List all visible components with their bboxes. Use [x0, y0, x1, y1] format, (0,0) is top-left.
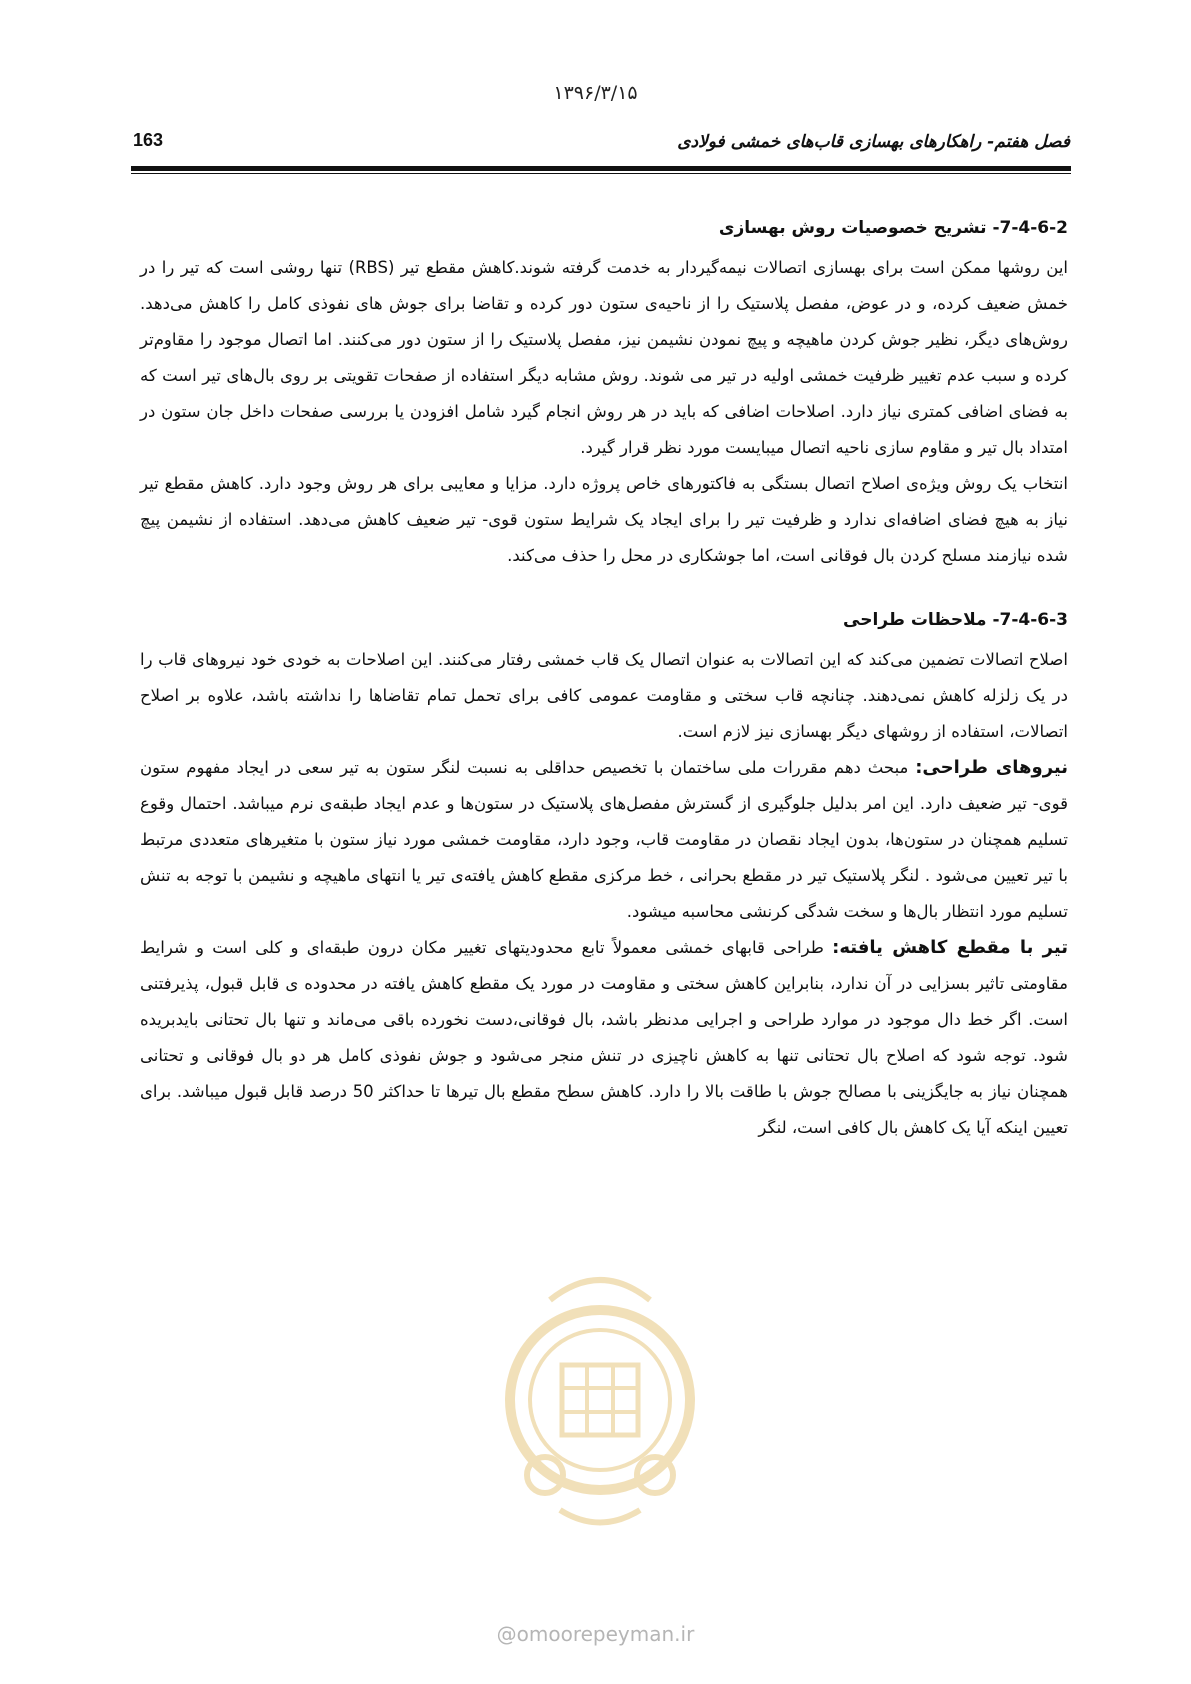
paragraph: این روشها ممکن است برای بهسازی اتصالات نیمه‌گیردار به خدمت گرفته شوند.کاهش مقطع تیر (RBS) تنها روشی است که تیر را در خمش ضعیف کرده، و در عوض، مفصل پلاستیک را از ناحیه‌ی ستون دور کرده و تقاضا برای جوش های نفوذی کامل را کاهش می‌دهد. روش‌های دیگر، نظیر جوش کردن ماهیچه و پیچ نمودن نشیمن نیز، مفصل پلاستیک را از ستون دور می‌کنند. اما اتصال موجود را مقاوم‌تر کرده و سبب عدم تغییر ظرفیت خمشی اولیه در تیر می شوند. روش مشابه دیگر استفاده از صفحات تقویتی بر روی بال‌های تیر است که به فضای اضافی کمتری نیاز دارد. اصلاحات اضافی که باید در هر روش انجام گیرد شامل افزودن یا بررسی صفحات داخل جان ستون در امتداد بال تیر و مقاوم سازی ناحیه اتصال میبایست مورد نظر قرار گیرد. — [140, 258, 1068, 457]
section-spacer — [140, 574, 1068, 602]
page-number: 163 — [133, 130, 164, 150]
watermark-site — [0, 1622, 1191, 1646]
reduced-beam-section-text: طراحی قابهای خمشی معمولاً تابع محدودیتهای تغییر مکان درون طبقه‌ای و کلی است و شرایط مقاومتی تاثیر بسزایی در آن ندارد، بنابراین کاهش سختی و مقاومت در مورد یک مقطع کاهش یافته در محدوده ی قابل قبول، پذیرفتنی است. اگر خط دال موجود در موارد طراحی و اجرایی مدنظر باشد، بال فوقانی،دست نخورده باقی می‌ماند و تنها بال تحتانی بایدبریده شود. توجه شود که اصلاح بال تحتانی تنها به کاهش ناچیزی در تنش منجر می‌شود و جوش نفوذی کامل هر دو بال فوقانی و تحتانی همچنان نیاز به جایگزینی با مصالح جوش با طاقت بالا را دارد. کاهش سطح مقطع بال تیرها تا حداکثر 50 درصد قابل قبول میباشد. برای تعیین اینکه آیا یک کاهش بال کافی است، لنگر — [140, 938, 1069, 1137]
paragraph-design-forces — [140, 750, 1068, 930]
term-reduced-beam-section: تیر با مقطع کاهش یافته: — [832, 937, 1068, 958]
header-rule-thin — [131, 173, 1071, 174]
page-header — [133, 130, 1070, 164]
page-body — [140, 210, 1068, 1146]
paragraph: انتخاب یک روش ویژه‌ی اصلاح اتصال بستگی به فاکتورهای خاص پروژه دارد. مزایا و معایبی برای هر روش وجود دارد. کاهش مقطع تیر نیاز به هیچ فضای اضافه‌ای ندارد و ظرفیت تیر را برای ایجاد یک شرایط ستون قوی- تیر ضعیف کاهش می‌دهد. استفاده از نشیمن پیچ شده نیازمند مسلح کردن بال فوقانی است، اما جوشکاری در محل را حذف می‌کند. — [140, 474, 1068, 565]
paragraph-reduced-beam-section — [140, 930, 1068, 1146]
page-date: ۱۳۹۶/۳/۱۵ — [553, 82, 638, 104]
watermark-site-text: omoorepeyman.ir — [516, 1622, 695, 1646]
section-heading-design-considerations: 7-4-6-3- ملاحظات طراحی — [843, 610, 1068, 630]
term-design-forces: نیروهای طراحی: — [915, 757, 1068, 778]
at-icon: @ — [496, 1622, 517, 1646]
paragraph: اصلاح اتصالات تضمین می‌کند که این اتصالات به عنوان اتصال یک قاب خمشی رفتار می‌کنند. این اصلاحات به خودی خود نیروهای قاب را در یک زلزله کاهش نمی‌دهند. چنانچه قاب سختی و مقاومت عمومی کافی برای تحمل تمام تقاضاها را نداشته باشد، علاوه بر اصلاح اتصالات، استفاده از روشهای دیگر بهسازی نیز لازم است. — [140, 650, 1068, 741]
design-forces-text: مبحث دهم مقررات ملی ساختمان با تخصیص حداقلی به نسبت لنگر ستون به تیر سعی در ایجاد مفهوم ستون قوی- تیر ضعیف دارد. این امر بدلیل جلوگیری از گسترش مفصل‌های پلاستیک در ستون‌ها و عدم ایجاد طبقه‌ی نرم میباشد. احتمال وقوع تسلیم همچنان در ستون‌ها، بدون ایجاد نقصان در مقاومت قاب، وجود دارد، مقاومت خمشی مورد نیاز ستون با متغیرهای متعددی مرتبط با تیر تعیین می‌شود . لنگر پلاستیک تیر در مقطع بحرانی ، خط مرکزی مقطع کاهش یافته‌ی تیر یا انتهای ماهیچه و نشیمن با توجه به تنش تسلیم مورد انتظار بال‌ها و سخت شدگی کرنشی محاسبه میشود. — [140, 758, 1068, 921]
watermark-logo — [490, 1260, 710, 1560]
header-rule-thick — [131, 166, 1071, 171]
section-heading-retrofit-features: 7-4-6-2- تشریح خصوصیات روش بهسازی — [718, 218, 1068, 238]
chapter-title: فصل هفتم- راهکارهای بهسازی قاب‌های خمشی فولادی — [677, 132, 1070, 152]
